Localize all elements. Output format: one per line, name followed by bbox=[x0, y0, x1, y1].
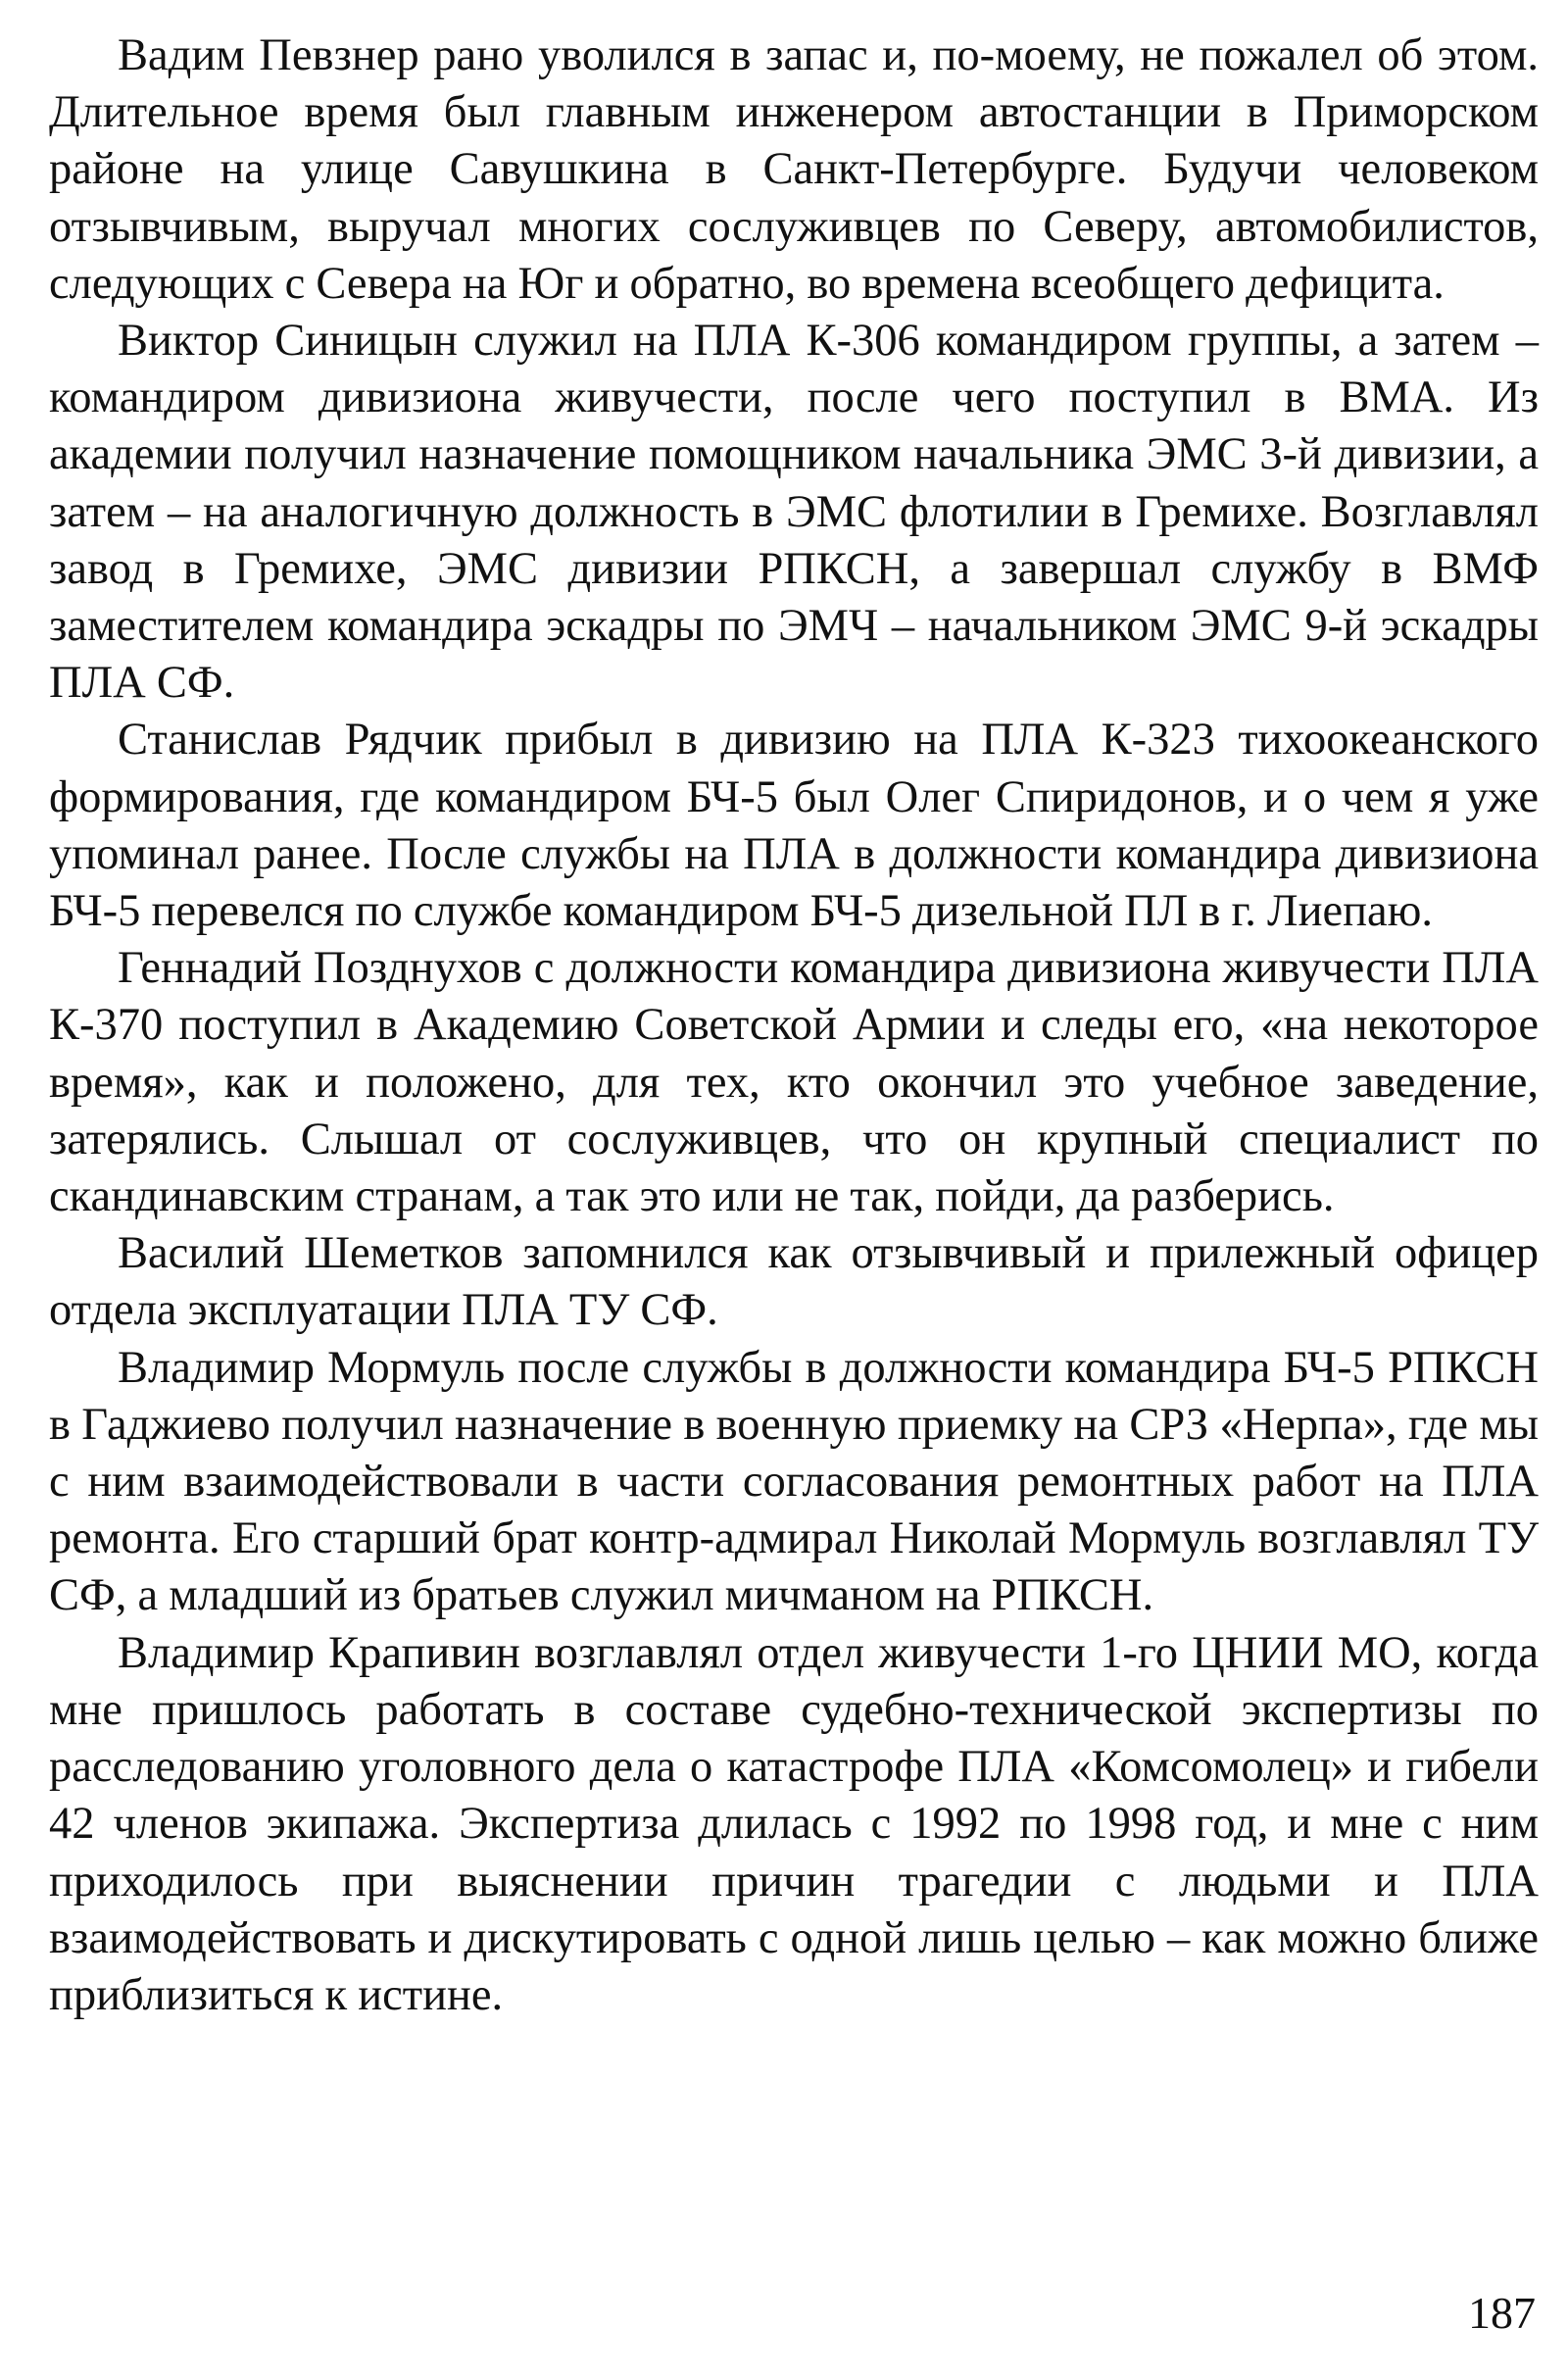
paragraph-ryadchik: Станислав Рядчик прибыл в дивизию на ПЛА К-323 тихоокеанского формирования, где командиром БЧ-5 был Олег Спиридонов, и о чем я уже упоминал ранее. После службы на ПЛА в должности командира дивизиона БЧ-5 перевелся по службе командиром БЧ-5 дизельной ПЛ в г. Лиепаю. bbox=[49, 715, 1539, 937]
paragraph-shemetkov: Василий Шеметков запомнился как отзывчивый и прилежный офицер отдела эксплуатации ПЛА ТУ СФ. bbox=[49, 1228, 1539, 1336]
paragraph-krapivin: Владимир Крапивин возглавлял отдел живучести 1-го ЦНИИ МО, когда мне пришлось работать в составе судебно-технической экспертизы по расследованию уголовного дела о катастрофе ПЛА «Комсомолец» и гибели 42 членов экипажа. Экспертиза длилась с 1992 по 1998 год, и мне с ним приходилось при выяснении причин трагедии с людьми и ПЛА взаимодействовать и дискутировать с одной лишь целью – как можно ближе приблизиться к истине. bbox=[49, 1627, 1539, 2020]
paragraph-sinitsyn: Виктор Синицын служил на ПЛА К-306 командиром группы, а затем – командиром дивизиона живучести, после чего поступил в ВМА. Из академии получил назначение помощником начальника ЭМС 3-й дивизии, а затем – на аналогичную должность в ЭМС флотилии в Гремихе. Возглавлял завод в Гремихе, ЭМС дивизии РПКСН, а завершал службу в ВМФ заместителем командира эскадры по ЭМЧ – начальником ЭМС 9-й эскадры ПЛА СФ. bbox=[49, 316, 1539, 709]
page-number: 187 bbox=[1468, 2288, 1536, 2338]
page-body bbox=[49, 27, 1539, 2024]
paragraph-mormul: Владимир Мормуль после службы в должности командира БЧ-5 РПКСН в Гаджиево получил назначение в военную приемку на СРЗ «Нерпа», где мы с ним взаимодействовали в части согласования ремонтных работ на ПЛА ремонта. Его старший брат контр-адмирал Николай Мормуль возглавлял ТУ СФ, а младший из братьев служил мичманом на РПКСН. bbox=[49, 1342, 1539, 1621]
paragraph-pozdnukhov: Геннадий Позднухов с должности командира дивизиона живучести ПЛА К-370 поступил в Академию Советской Армии и следы его, «на некоторое время», как и положено, для тех, кто окончил это учебное заведение, затерялись. Слышал от сослуживцев, что он крупный специалист по скандинавским странам, а так это или не так, пойди, да разберись. bbox=[49, 943, 1539, 1222]
paragraph-pevzner: Вадим Певзнер рано уволился в запас и, по-моему, не пожалел об этом. Длительное время был главным инженером автостанции в Приморском районе на улице Савушкина в Санкт-Петербурге. Будучи человеком отзывчивым, выручал многих сослуживцев по Северу, автомобилистов, следующих с Севера на Юг и обратно, во времена всеобщего дефицита. bbox=[49, 30, 1539, 309]
